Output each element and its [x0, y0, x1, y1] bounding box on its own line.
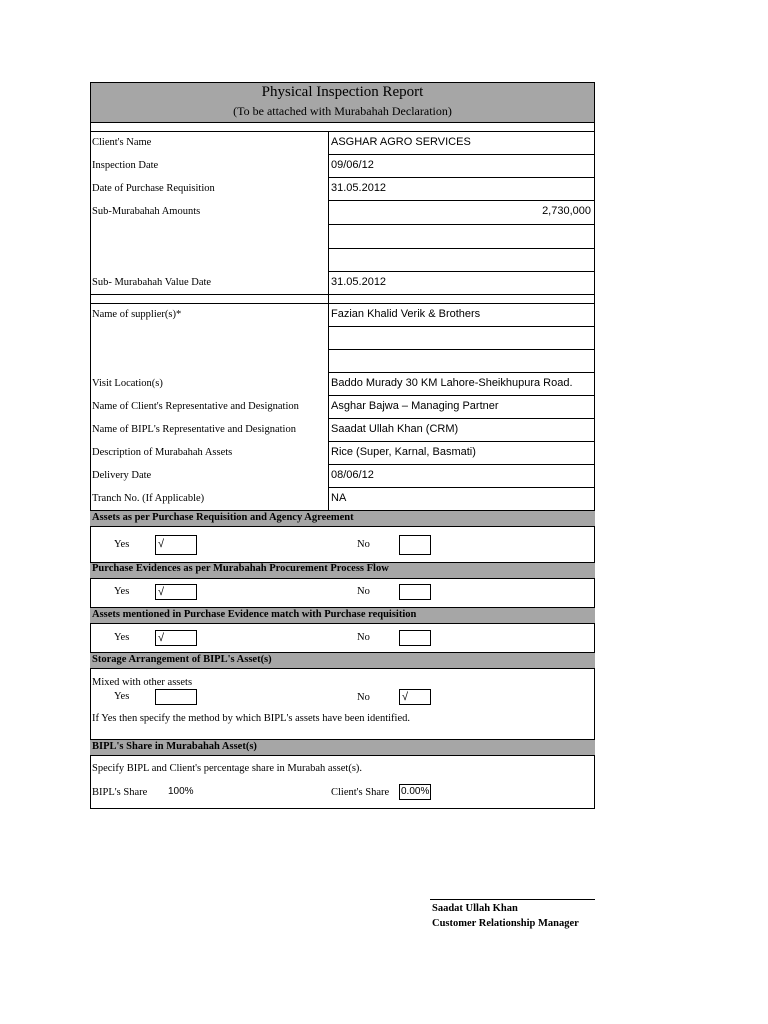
- purchase-req-date-value: 31.05.2012: [331, 182, 387, 194]
- row-rule: [90, 755, 595, 756]
- s1-yes-checkbox[interactable]: √: [155, 535, 197, 555]
- sub-murabahah-amounts-value: 2,730,000: [542, 205, 591, 217]
- inspection-date-value: 09/06/12: [331, 159, 374, 171]
- row-rule: [328, 487, 595, 488]
- s3-yes-label: Yes: [114, 632, 130, 643]
- signature-designation: Customer Relationship Manager: [432, 918, 579, 929]
- row-rule: [90, 510, 595, 511]
- s1-no-label: No: [357, 539, 370, 550]
- purchase-req-date-label: Date of Purchase Requisition: [92, 183, 215, 194]
- assets-desc-value: Rice (Super, Karnal, Basmati): [331, 446, 476, 458]
- s3-no-checkbox[interactable]: [399, 630, 431, 646]
- signature-line: [430, 899, 595, 900]
- client-share-value: 0.00%: [399, 784, 431, 800]
- row-rule: [328, 441, 595, 442]
- s4-note: If Yes then specify the method by which BIPL's assets have been identified.: [92, 713, 410, 724]
- row-rule: [328, 248, 595, 249]
- delivery-date-value: 08/06/12: [331, 469, 374, 481]
- report-title: Physical Inspection Report: [261, 84, 424, 100]
- s2-no-label: No: [357, 586, 370, 597]
- row-rule: [90, 607, 595, 608]
- row-rule: [328, 326, 595, 327]
- visit-location-value: Baddo Murady 30 KM Lahore-Sheikhupura Road.: [331, 377, 573, 389]
- s4-yes-checkbox[interactable]: [155, 689, 197, 705]
- supplier-label: Name of supplier(s)*: [92, 309, 182, 320]
- row-rule: [328, 200, 595, 201]
- s3-no-label: No: [357, 632, 370, 643]
- table-top-rule: [90, 131, 595, 132]
- sub-murabahah-value-date-value: 31.05.2012: [331, 276, 387, 288]
- row-rule: [90, 578, 595, 579]
- row-rule: [90, 526, 595, 527]
- row-rule: [328, 418, 595, 419]
- client-name-label: Client's Name: [92, 137, 152, 148]
- tranch-no-value: NA: [331, 492, 347, 504]
- bipl-rep-value: Saadat Ullah Khan (CRM): [331, 423, 459, 435]
- client-rep-value: Asghar Bajwa – Managing Partner: [331, 400, 499, 412]
- assets-desc-label: Description of Murabahah Assets: [92, 447, 233, 458]
- row-rule: [328, 154, 595, 155]
- visit-location-label: Visit Location(s): [92, 378, 163, 389]
- bipl-share-value: 100%: [168, 786, 194, 797]
- delivery-date-label: Delivery Date: [92, 470, 152, 481]
- row-rule: [328, 271, 595, 272]
- frame-divider: [90, 122, 595, 123]
- section-4-heading: Storage Arrangement of BIPL's Asset(s): [92, 654, 272, 665]
- s1-yes-label: Yes: [114, 539, 130, 550]
- row-rule: [328, 372, 595, 373]
- section-5-heading: BIPL's Share in Murabahah Asset(s): [92, 741, 257, 752]
- row-rule: [328, 349, 595, 350]
- row-rule: [328, 224, 595, 225]
- inspection-date-label: Inspection Date: [92, 160, 159, 171]
- section-2-heading: Purchase Evidences as per Murabahah Procurement Process Flow: [92, 563, 389, 574]
- column-divider: [328, 131, 329, 510]
- row-rule: [90, 562, 595, 563]
- supplier-value: Fazian Khalid Verik & Brothers: [331, 308, 481, 320]
- section-3-heading: Assets mentioned in Purchase Evidence match with Purchase requisition: [92, 609, 417, 620]
- s2-yes-checkbox[interactable]: √: [155, 584, 197, 600]
- row-rule: [90, 668, 595, 669]
- sub-murabahah-amounts-label: Sub-Murabahah Amounts: [92, 206, 201, 217]
- frame-bottom: [90, 808, 595, 809]
- frame-top: [90, 82, 595, 83]
- s5-note: Specify BIPL and Client's percentage share in Murabah asset(s).: [92, 763, 363, 774]
- s1-no-checkbox[interactable]: [399, 535, 431, 555]
- s2-no-checkbox[interactable]: [399, 584, 431, 600]
- client-name-value: ASGHAR AGRO SERVICES: [331, 136, 471, 148]
- section-1-heading: Assets as per Purchase Requisition and Agency Agreement: [92, 512, 354, 523]
- row-rule: [328, 177, 595, 178]
- tranch-no-label: Tranch No. (If Applicable): [92, 493, 205, 504]
- s2-yes-label: Yes: [114, 586, 130, 597]
- row-rule: [90, 294, 595, 295]
- row-rule: [90, 623, 595, 624]
- row-rule: [90, 739, 595, 740]
- bipl-share-label: BIPL's Share: [92, 787, 148, 798]
- row-rule: [90, 652, 595, 653]
- frame-left: [90, 82, 91, 809]
- signature-name: Saadat Ullah Khan: [432, 903, 518, 914]
- sub-murabahah-value-date-label: Sub- Murabahah Value Date: [92, 277, 212, 288]
- row-rule: [90, 303, 595, 304]
- client-share-label: Client's Share: [331, 787, 390, 798]
- frame-right: [594, 82, 595, 809]
- s3-yes-checkbox[interactable]: √: [155, 630, 197, 646]
- s4-no-checkbox[interactable]: √: [399, 689, 431, 705]
- s4-yes-label: Yes: [114, 691, 130, 702]
- row-rule: [328, 395, 595, 396]
- s4-no-label: No: [357, 692, 370, 703]
- bipl-rep-label: Name of BIPL's Representative and Designation: [92, 424, 296, 435]
- report-subtitle: (To be attached with Murabahah Declaration): [233, 104, 452, 118]
- s4-mixed-label: Mixed with other assets: [92, 677, 193, 688]
- row-rule: [328, 464, 595, 465]
- client-rep-label: Name of Client's Representative and Designation: [92, 401, 299, 412]
